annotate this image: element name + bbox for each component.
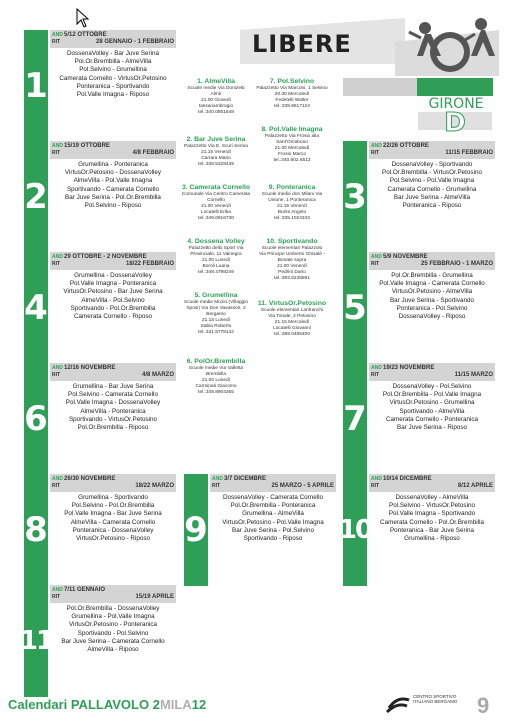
match-row: Grumellina - Bar Juve Serina [72,383,154,390]
match-row: Pol.Or.Brembilla - DossenaVolley [66,605,160,612]
team-detail: Palazzetto Via Frosio alla [264,134,320,139]
team-detail: tel.:340.0851648 [198,110,234,115]
rit-label: RIT [52,483,61,489]
round-dates [50,363,176,381]
team-detail: tel.:389.0485400 [274,332,310,337]
match-row: Ponteranica - Riposo [402,202,462,210]
rit-date: 15/19 APRILE [135,594,174,600]
team-detail: Sabia Roberto [200,324,232,329]
team-detail: tel.:338.5329439 [198,162,234,167]
team-detail: Boroli Luana [202,264,230,269]
team-info [180,184,252,222]
match-row: VirtusOr.Petosino - Grumellina [389,399,475,407]
match-row: VirtusOr.Petosino - Ponteranica [68,621,158,629]
rit-label: RIT [371,372,380,378]
team-detail: 21.00 Lunedì [201,258,230,263]
match-row: Ponteranica - DossenaVolley [72,526,154,534]
round-card [24,474,176,586]
and-date: 15/19 OTTOBRE [64,143,110,149]
team-info [256,126,328,164]
team-detail: 21.15 Mercoledì [274,320,310,325]
match-row: VirtusOr.Petosino - Riposo [75,535,151,543]
team-detail: Locatelli Erika [201,210,231,215]
match-row: Pol.Selvino - VirtusOr.Petosino [389,502,475,510]
csi-logo: CENTRO SPORTIVO ITALIANO BERGAMO [385,692,465,718]
round-number: 11 [24,585,48,697]
match-row: Grumellina - DossenaVolley [74,272,152,279]
round-number: 1 [24,30,48,142]
and-label: AND [52,254,63,260]
and-label: AND [371,254,382,260]
rit-label: RIT [52,261,61,267]
round-card [19,585,176,697]
team-detail: Fedetelli Walter [275,98,309,103]
team-name: 2. Bar Juve Serina [186,136,246,143]
round-number: 8 [24,474,48,586]
round-card [184,474,336,586]
team-detail: 21.00 Mercoledì [274,146,310,151]
girone-label: GIRONE [428,96,484,112]
match-row: VirtusOr.Petosino - AlmeVilla [391,288,473,296]
match-row: Pol.Selvino - Pol.Or.Brembilla [71,502,155,510]
match-row: DossenaVolley - Bar Juve Serina [66,50,160,57]
team-detail: Pedrini Dario [278,270,306,275]
team-detail: Via Principe Umberto Ghisalè - [259,252,325,257]
team-info [180,292,252,336]
team-detail: Palazzetto dello Sport Via [188,246,244,251]
match-row: Sportivando - Pol.Or.Brembilla [70,304,156,312]
team-name: 9. Ponteranica [268,184,316,191]
team-detail: 21.15 Lunedì [201,318,230,323]
match-row: Camerata Cornello - Grumellina [387,185,477,193]
round-number: 10 [343,474,367,586]
and-date: 12/16 NOVEMBRE [64,365,116,371]
match-row: Grumellina - AlmeVilla [242,510,304,518]
match-row: VirtusOr.Petosino - Bar Juve Serina [63,288,163,296]
and-label: AND [52,143,63,149]
rit-date: 4/8 MARZO [141,372,174,378]
match-row: DossenaVolley - Pol.Selvino [392,383,472,390]
match-row: DossenaVolley - Riposo [398,313,466,321]
and-label: AND [52,365,63,371]
round-number: 9 [184,474,208,586]
round-dates [50,474,176,492]
match-row: Pol.Valle Imagna - Bar Juve Serina [64,510,162,518]
csi-logo-icon [385,694,411,716]
match-row: Pol.Valle Imagna - Riposo [76,91,150,99]
team-detail: Brembilla [206,372,226,377]
round-dates [210,474,336,492]
match-row: Camerata Cornello - Ponteranica [385,415,479,423]
team-detail: Via Tonale, 2 Petosino [268,314,316,319]
match-row: Grumellina - Riposo [404,535,460,543]
team-name: 5. Grumellina [194,292,238,299]
match-row: Sportivando - Camerata Cornello [66,185,160,193]
match-row: AlmeVilla - Pol.Valle Imagna [73,177,153,185]
round-number: 4 [24,252,48,364]
team-detail: Sposi) Via Don Vavassori, 2 [186,306,246,311]
round-dates [50,585,176,603]
rit-label: RIT [371,483,380,489]
and-date: 5/12 OTTOBRE [64,32,107,38]
team-detail: tel.:331.5778142 [198,330,234,335]
round-card [343,252,495,364]
match-row: Pol.Or.Brembilla - AlmeVilla [74,58,152,66]
rit-label: RIT [52,594,61,600]
round-dates [50,252,176,270]
team-name: 10. Sportivando [266,238,318,245]
team-name: 4. Dossena Volley [187,238,245,245]
team-detail: Bergamo [206,312,226,317]
round-dates [369,141,495,159]
rit-label: RIT [52,39,61,45]
girone-letter: D [444,108,466,138]
team-detail: tel.:335.1024343 [274,216,310,221]
girone-box [343,78,493,138]
round-dates [50,141,176,159]
match-row: Bar Juve Serina - Riposo [397,424,467,432]
team-detail: Locatelli Giovanni [273,326,311,331]
round-number: 6 [24,363,48,475]
team-detail: tel.:393.6238991 [274,276,310,281]
team-name: 3. Camerata Cornello [182,184,250,191]
match-row: Bar Juve Serina - Sportivando [389,296,474,304]
team-detail: Palazzetto Via Marconi, 1 Selvino [256,86,328,91]
match-row: DossenaVolley - Camerata Cornello [222,494,324,501]
rit-date: 28 GENNAIO - 1 FEBBRAIO [95,39,174,45]
team-name: 1. AlmeVilla [197,78,235,85]
match-row: Bar Juve Serina - Pol.Or.Brembilla [65,193,161,201]
match-row: Grumellina - Pol.Valle Imagna [71,613,155,621]
team-detail: Comunale Via Centro Camerata [181,192,251,197]
team-info [256,238,328,282]
match-row: Grumellina - Sportivando [78,494,148,501]
page-title: LIBERE [252,30,352,58]
match-row: Pol.Valle Imagna - Camerata Cornello [379,280,485,288]
match-row: Camerata Cornello - Pol.Or.Brembilla [380,518,484,526]
and-date: 19/23 NOVEMBRE [383,365,435,371]
rit-date: 25 MARZO - 5 APRILE [271,483,334,489]
match-row: Pol.Or.Brembilla - VirtusOr.Petosino [382,169,482,177]
match-row: Ponteranica - Sportivando [76,82,150,90]
rit-date: 11/15 FEBBRAIO [445,150,493,156]
match-row: Ponteranica - Pol.Selvino [396,304,468,312]
and-date: 26/30 NOVEMBRE [64,476,116,482]
match-row: Pol.Selvino - Riposo [84,202,142,210]
match-row: Pol.Or.Brembilla - Grumellina [391,272,473,279]
round-card [24,252,176,364]
and-date: 3/7 DICEMBRE [224,476,267,482]
match-row: Sportivando - VirtusOr.Petosino [68,415,158,423]
team-detail: Carminati Giacomo [195,384,237,389]
team-detail: Burini Angelo [277,210,307,215]
rit-label: RIT [371,261,380,267]
team-detail: Scuole medie Via Valletta [188,366,244,371]
match-row: Pol.Valle Imagna - DossenaVolley [65,399,161,407]
match-row: DossenaVolley - Sportivando [391,161,473,168]
match-row: AlmeVilla - Pol.Selvino [81,296,145,304]
team-detail: Unione, 1 Ponteranica [268,198,316,203]
and-label: AND [52,476,63,482]
round-dates [50,30,176,48]
page-number: 9 [477,693,490,718]
team-detail: 21.00 Lunedì [201,378,230,383]
team-detail: Frosio Marco [278,152,306,157]
and-date: 5/9 NOVEMBRE [383,254,428,260]
team-name: 8. Pol.Valle Imagna [261,126,323,133]
rit-date: 18/22 MARZO [135,483,174,489]
and-label: AND [371,143,382,149]
rit-date: 8/12 APRILE [457,483,493,489]
team-name: 11. VirtusOr.Petosino [257,300,327,307]
team-detail: Scuole elementari Palazzolo [261,246,323,251]
team-detail: Carrara Mario [201,156,231,161]
match-row: Grumellina - Ponteranica [78,161,148,168]
team-name: 6. PolOr.Brembilla [186,358,246,365]
rit-label: RIT [52,150,61,156]
rit-date: 18/22 FEBBRAIO [125,261,174,267]
rit-label: RIT [52,372,61,378]
match-row: Sportivando - Riposo [243,535,303,543]
match-row: VirtusOr.Petosino - DossenaVolley [64,169,162,177]
round-dates [369,252,495,270]
round-dates [369,363,495,381]
match-row: Camerata Cornello - VirtusOr.Petosino [59,74,167,82]
match-row: Pol.Or.Brembilla - Ponteranica [230,502,316,510]
and-label: AND [52,32,63,38]
team-info [180,358,252,396]
match-row: Bar Juve Serina - AlmeVilla [393,193,471,201]
team-detail: Sant'Omobono [276,140,308,145]
and-date: 10/14 DICEMBRE [383,476,432,482]
and-date: 29 OTTOBRE - 2 NOVEMBRE [64,254,147,260]
round-number: 3 [343,141,367,253]
and-label: AND [212,476,223,482]
team-detail: Scuole medie Muzio (Villaggio [183,300,249,305]
team-info [180,238,252,276]
team-detail: 21.15 Venerdì [277,204,307,209]
round-number: 7 [343,363,367,475]
match-row: Pol.Valle Imagna - Sportivando [388,510,476,518]
round-card [24,363,176,475]
and-date: 22/26 OTTOBRE [383,143,429,149]
match-row: AlmeVilla - Ponteranica [80,407,146,415]
match-row: AlmeVilla - Camerata Cornello [70,518,156,526]
match-row: Pol.Selvino - Pol.Valle Imagna [389,177,475,185]
team-detail: tel.:349.0916730 [198,216,234,221]
rit-label: RIT [371,150,380,156]
rit-date: 11/15 MARZO [454,372,493,378]
team-detail: 21.00 Giovedì [201,98,231,103]
footer-title: Calendari PALLAVOLO 2MILA12 [8,697,207,712]
match-row: Bar Juve Serina - Pol.Selvino [232,526,314,534]
team-detail: 21.15 Venerdì [201,150,231,155]
round-card [24,141,176,253]
rit-date: 4/8 FEBBRAIO [132,150,174,156]
match-row: Pol.Selvino - Camerata Cornello [68,391,158,399]
round-card [343,141,495,253]
team-detail: Scuole elementari Lanfranchi [260,308,324,313]
match-row: Camerata Cornello - Riposo [73,313,153,321]
team-info [256,78,328,110]
team-info [180,78,252,116]
round-card [338,474,495,586]
and-label: AND [371,476,382,482]
volleyball-players-logo-icon [395,12,499,76]
match-row: AlmeVilla - Riposo [87,646,139,654]
and-label: AND [371,365,382,371]
match-row: VirtusOr.Petosino - Pol.Valle Imagna [222,518,324,526]
team-info [256,184,328,222]
team-detail: 21.00 Venerdì [201,204,231,209]
team-detail: Cornello [207,198,225,203]
team-name: 7. Pol.Selvino [269,78,315,85]
team-detail: Palazzetto Via E. Scuri Serina [184,144,248,149]
round-dates [369,474,495,492]
libere-banner [240,18,405,64]
match-row: Pol.Valle Imagna - Ponteranica [69,280,157,288]
team-info [256,300,328,338]
round-number: 5 [343,252,367,364]
and-date: 7/11 GENNAIO [64,587,106,593]
team-detail: tel.:340.602.6513 [273,158,311,163]
team-detail: Almè [210,92,222,97]
rit-date: 25 FEBBRAIO - 1 MARZO [420,261,493,267]
team-detail: Provinciale, 11 Valnegra [190,252,242,257]
match-row: Bar Juve Serina - Camerata Cornello [61,637,165,645]
teams-list [180,78,330,395]
team-detail: tel.:348.4798249 [198,270,234,275]
round-card [24,30,176,142]
round-card [343,363,495,475]
team-detail: tel.:338.9617124 [274,104,310,109]
match-row: Ponteranica - Bar Juve Serina [389,526,474,534]
team-detail: tassanambrogio [198,104,234,109]
team-detail: Bonate sopra [277,258,307,263]
match-row: Sportivando - Pol.Selvino [77,629,149,637]
round-number: 2 [24,141,48,253]
match-row: Pol.Or.Brembilla - Riposo [77,424,149,432]
team-detail: Scuole medie don Milani Via [261,192,323,197]
and-label: AND [52,587,63,593]
match-row: Pol.Or.Brembilla - Pol.Valle Imagna [382,391,482,399]
team-info [180,136,252,168]
team-detail: Scuole medie Via Donizetti [187,86,245,91]
match-row: Sportivando - AlmeVilla [399,407,465,415]
match-row: Pol.Selvino - Grumellina [79,66,147,74]
rit-label: RIT [212,483,221,489]
team-detail: tel.:348.8904365 [198,390,234,395]
team-detail: 21.00 Venerdì [277,264,307,269]
team-detail: 20.30 Mercoledì [274,92,310,97]
match-row: DossenaVolley - AlmeVilla [395,494,469,501]
